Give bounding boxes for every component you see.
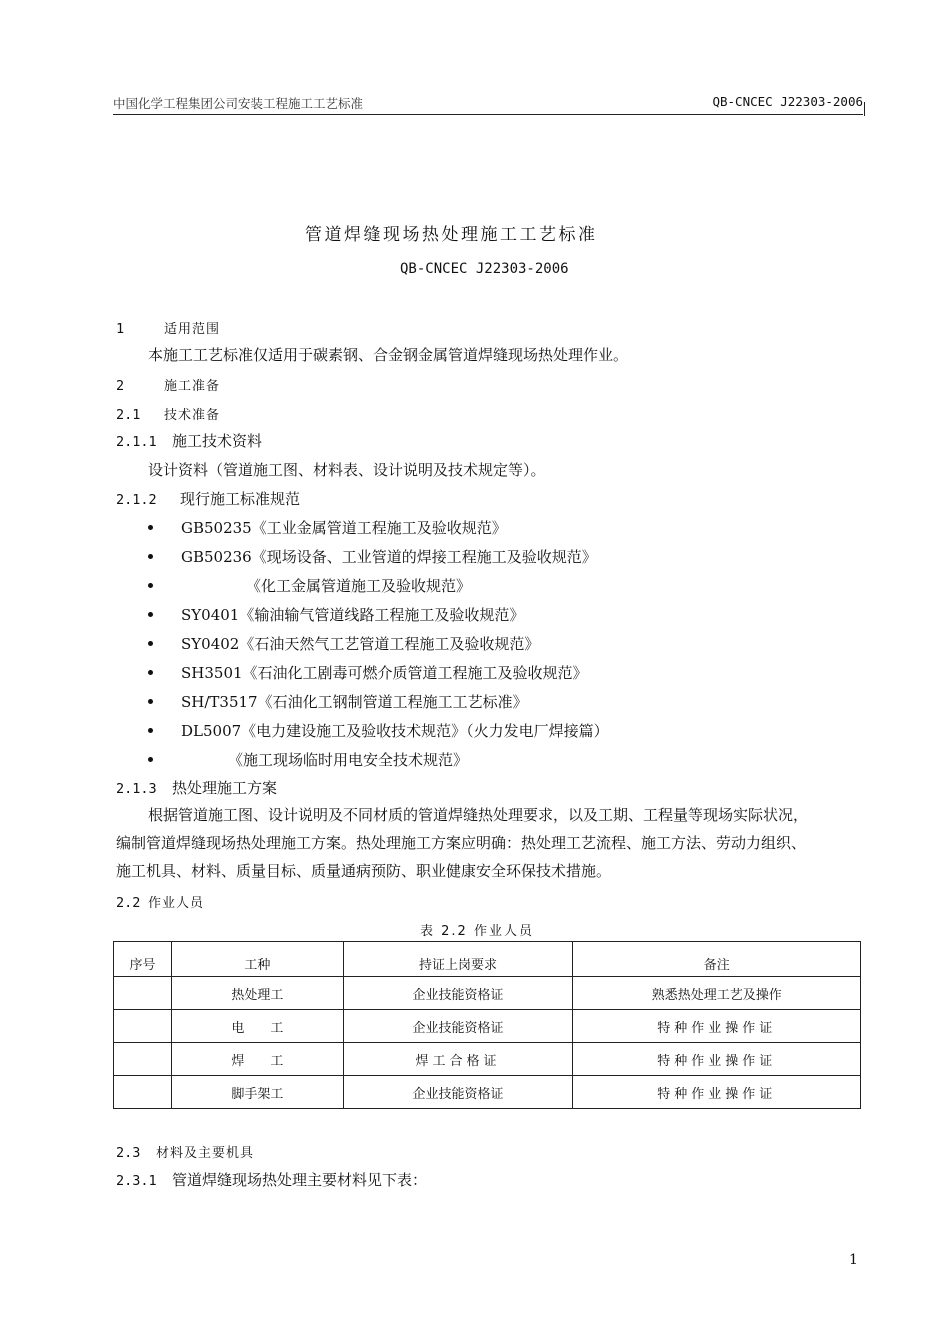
bullet-icon — [148, 612, 153, 617]
section-2-1-3-paragraph: 根据管道施工图、设计说明及不同材质的管道焊缝热处理要求，以及工期、工程量等现场实际状况， 编制管道焊缝现场热处理施工方案。热处理施工方案应明确：热处理工艺流程、施工方法、劳动力组织、 施工机具、材料、质量目标、质量通病预防、职业健康安全环保技术措施。 — [116, 806, 809, 880]
bullet-icon — [148, 699, 153, 704]
section-title: 作业人员 — [148, 896, 205, 911]
bullet-icon — [148, 525, 153, 530]
section-2-1-3-heading — [116, 777, 277, 798]
section-number: 2.2 — [116, 895, 141, 911]
section-2-2-heading — [116, 892, 204, 911]
staff-table — [113, 941, 861, 1109]
section-2-1-2-heading — [116, 488, 300, 509]
section-number: 2 — [116, 378, 125, 394]
table-cell: 热处理工 — [171, 977, 343, 1010]
page-header — [113, 92, 863, 115]
table-cell: 焊工合格证 — [343, 1043, 573, 1076]
section-title: 施工技术资料 — [172, 432, 263, 450]
header-cell: 工种 — [171, 942, 343, 977]
table-cell: 脚手架工 — [171, 1076, 343, 1109]
table-caption: 表 2.2 作业人员 — [420, 924, 534, 939]
section-2-heading — [116, 375, 220, 394]
header-cell: 持证上岗要求 — [343, 942, 573, 977]
table-row — [114, 977, 861, 1010]
page-number: 1 — [849, 1252, 858, 1268]
header-standard-code: QB-CNCEC J22303-2006 — [712, 94, 863, 109]
bullet-icon — [148, 728, 153, 733]
table-cell — [114, 1043, 172, 1076]
section-2-1-1-text: 设计资料（管道施工图、材料表、设计说明及技术规定等）。 — [148, 461, 546, 479]
section-title: 管道焊缝现场热处理主要材料见下表： — [172, 1171, 428, 1189]
table-cell — [114, 1010, 172, 1043]
table-cell: 企业技能资格证 — [343, 977, 573, 1010]
section-2-1-1-heading — [116, 430, 262, 451]
table-row — [114, 1043, 861, 1076]
table-cell — [114, 1076, 172, 1109]
table-row — [114, 1010, 861, 1043]
section-number: 2.3 — [116, 1145, 141, 1161]
section-title: 材料及主要机具 — [156, 1146, 255, 1161]
section-number: 2.1.2 — [116, 492, 157, 508]
section-title: 热处理施工方案 — [172, 779, 278, 797]
table-cell: 熟悉热处理工艺及操作 — [573, 977, 861, 1010]
bullet-icon — [148, 583, 153, 588]
header-corner-tick — [864, 102, 865, 116]
section-number: 2.3.1 — [116, 1173, 157, 1189]
document-code: QB-CNCEC J22303-2006 — [400, 261, 569, 277]
table-cell: 电 工 — [171, 1010, 343, 1043]
document-title: 管道焊缝现场热处理施工工艺标准 — [305, 225, 598, 245]
table-cell: 企业技能资格证 — [343, 1010, 573, 1043]
header-cell: 备注 — [573, 942, 861, 977]
section-number: 1 — [116, 321, 125, 337]
bullet-icon — [148, 554, 153, 559]
section-1-heading — [116, 318, 220, 337]
table-cell: 企业技能资格证 — [343, 1076, 573, 1109]
section-2-1-heading — [116, 404, 220, 423]
section-title: 现行施工标准规范 — [180, 490, 301, 508]
section-2-3-heading — [116, 1142, 254, 1161]
section-number: 2.1 — [116, 407, 141, 423]
bullet-icon — [148, 641, 153, 646]
section-title: 施工准备 — [164, 379, 221, 394]
table-cell: 特种作业操作证 — [573, 1010, 861, 1043]
section-title: 适用范围 — [164, 322, 221, 337]
header-org-title: 中国化学工程集团公司安装工程施工工艺标准 — [113, 96, 364, 111]
section-number: 2.1.1 — [116, 434, 157, 450]
table-cell: 特种作业操作证 — [573, 1076, 861, 1109]
section-2-3-1-heading — [116, 1169, 427, 1190]
table-cell — [114, 977, 172, 1010]
table-row — [114, 1076, 861, 1109]
section-number: 2.1.3 — [116, 781, 157, 797]
section-1-text: 本施工工艺标准仅适用于碳素钢、合金钢金属管道焊缝现场热处理作业。 — [148, 346, 629, 364]
bullet-icon — [148, 757, 153, 762]
section-title: 技术准备 — [164, 408, 221, 423]
table-header-row — [114, 942, 861, 977]
table-cell: 特种作业操作证 — [573, 1043, 861, 1076]
bullet-icon — [148, 670, 153, 675]
table-cell: 焊 工 — [171, 1043, 343, 1076]
header-cell: 序号 — [114, 942, 172, 977]
